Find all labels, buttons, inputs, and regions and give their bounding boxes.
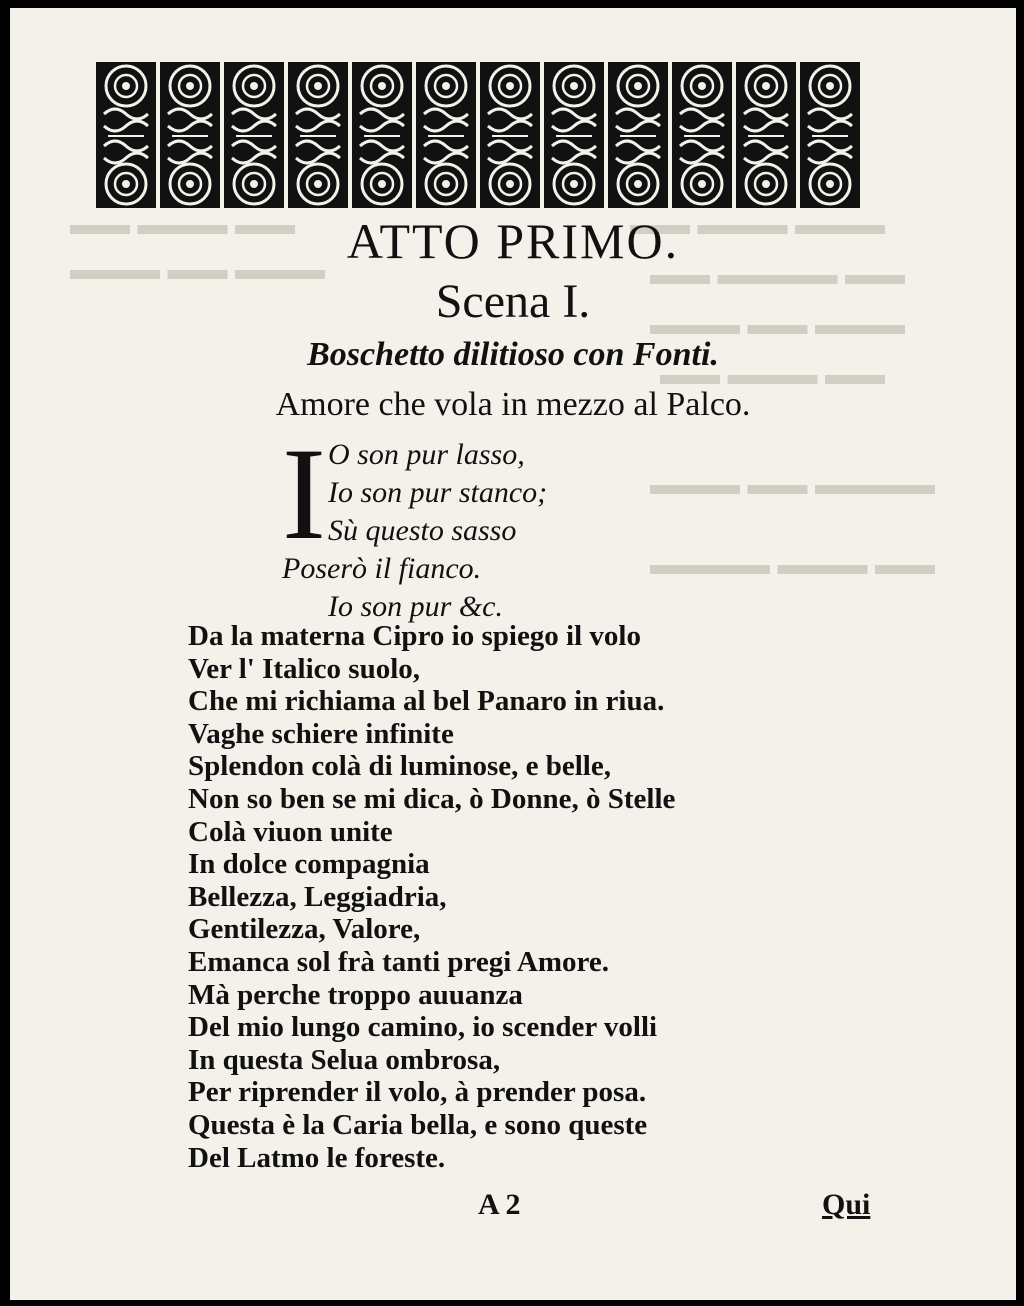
- verse-line: Del Latmo le foreste.: [188, 1141, 446, 1174]
- verse-line: Gentilezza, Valore,: [188, 913, 421, 946]
- aria-line: O son pur lasso,: [328, 438, 525, 471]
- verse-line: Splendon colà di luminose, e belle,: [188, 750, 611, 783]
- verse-line: Ver l' Italico suolo,: [188, 652, 421, 685]
- bleed-through-texture: ▬▬ ▬▬▬ ▬▬: [660, 358, 885, 391]
- book-page: [10, 8, 1016, 1300]
- verse-line: Colà viuon unite: [188, 815, 393, 848]
- verse-line: Per riprender il volo, à prender posa.: [188, 1076, 647, 1109]
- bleed-through-texture: ▬▬▬ ▬▬ ▬▬▬: [650, 308, 905, 341]
- verse-line: Da la materna Cipro io spiego il volo: [188, 620, 641, 652]
- signature-mark: A 2: [478, 1188, 521, 1221]
- act-title: ATTO PRIMO.: [346, 213, 680, 269]
- verse-line: Non so ben se mi dica, ò Donne, ò Stelle: [188, 782, 676, 815]
- scene-title: Scena I.: [435, 275, 591, 328]
- bleed-through-texture: ▬▬▬ ▬▬ ▬▬▬: [70, 253, 325, 286]
- verse-line: Del mio lungo camino, io scender volli: [188, 1011, 658, 1044]
- bleed-through-texture: ▬▬ ▬▬▬▬ ▬▬: [650, 258, 905, 291]
- recitative-text: [188, 620, 675, 1174]
- stage-direction: Amore che vola in mezzo al Palco.: [275, 386, 751, 423]
- verse-line: Mà perche troppo auuanza: [188, 978, 523, 1011]
- verse-line: Bellezza, Leggiadria,: [188, 880, 447, 913]
- drop-cap: I: [282, 420, 326, 567]
- aria-refrain: Io son pur &c.: [328, 590, 503, 623]
- verse-line: In questa Selua ombrosa,: [188, 1043, 501, 1076]
- verse-line: Che mi richiama al bel Panaro in riua.: [188, 685, 665, 718]
- bleed-through-texture: ▬▬▬▬ ▬▬ ▬▬▬: [650, 468, 935, 501]
- scene-setting: Boschetto dilitioso con Fonti.: [307, 336, 719, 373]
- bleed-through-texture: ▬▬▬ ▬▬▬ ▬▬: [630, 208, 885, 241]
- catchword: Qui: [822, 1188, 871, 1221]
- aria-line: Io son pur stanco;: [328, 476, 548, 509]
- verse-line: Questa è la Caria bella, e sono queste: [188, 1108, 648, 1141]
- bleed-through-texture: ▬▬ ▬▬▬ ▬▬: [70, 208, 295, 241]
- aria-line: Sù questo sasso: [328, 514, 517, 547]
- bleed-through-texture: ▬▬ ▬▬▬ ▬▬▬▬: [650, 548, 935, 581]
- verse-line: Vaghe schiere infinite: [188, 717, 454, 750]
- decorative-headpiece-ornament: [92, 62, 876, 208]
- aria-line: Poserò il fianco.: [282, 552, 482, 585]
- verse-line: In dolce compagnia: [188, 848, 430, 881]
- verse-line: Emanca sol frà tanti pregi Amore.: [188, 945, 609, 978]
